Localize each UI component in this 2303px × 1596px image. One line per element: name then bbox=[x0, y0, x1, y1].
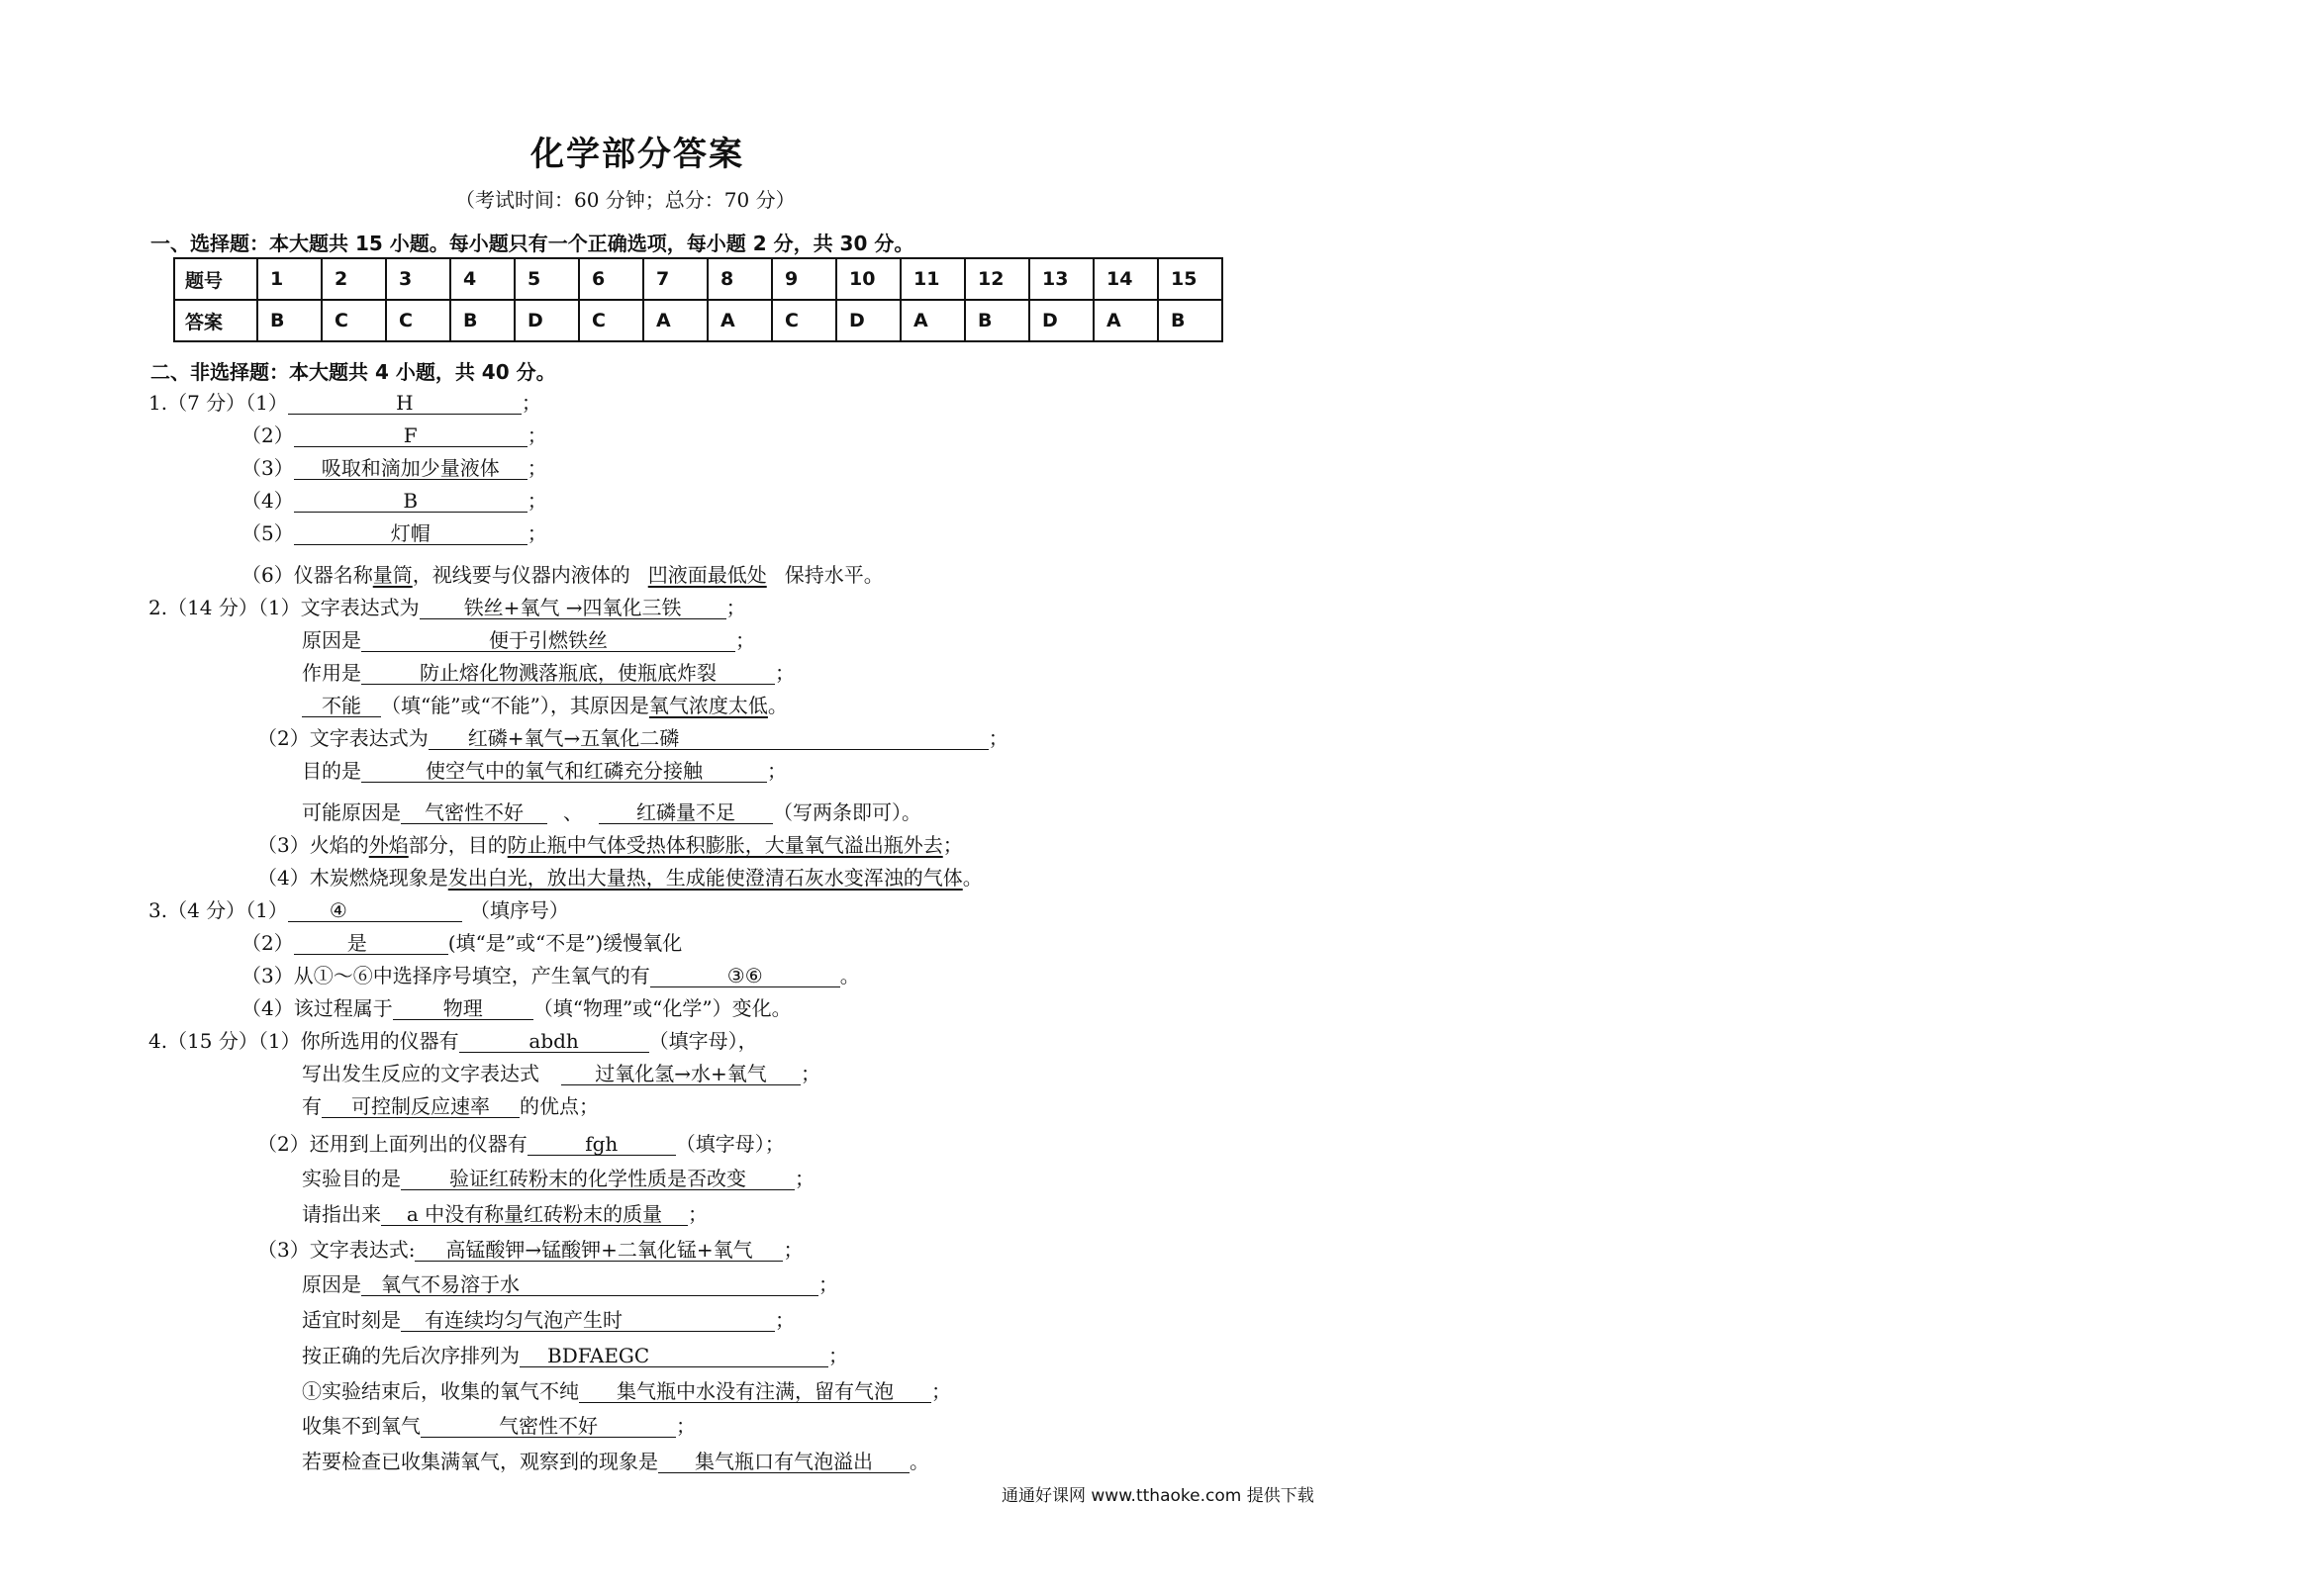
q1-p6-text3: 保持水平。 bbox=[784, 563, 884, 587]
q4-end: 。 bbox=[910, 1450, 929, 1473]
q2-answer-equation1: 铁丝+氧气 →四氧化三铁 bbox=[420, 597, 726, 619]
q2-text: （填“能”或“不能”），其原因是 bbox=[381, 694, 649, 717]
q1-part1 bbox=[148, 390, 541, 416]
q4-answer-impure: 集气瓶中水没有注满，留有气泡 bbox=[579, 1380, 931, 1403]
row-label-answer: 答案 bbox=[174, 300, 257, 341]
q4-line8 bbox=[302, 1271, 838, 1297]
answer-cell: C bbox=[322, 300, 386, 341]
section-heading-choice: 一、选择题：本大题共 15 小题。每小题只有一个正确选项，每小题 2 分，共 30 分。 bbox=[150, 232, 914, 255]
q2-text: 可能原因是 bbox=[302, 800, 401, 824]
question-number: 8 bbox=[708, 258, 772, 300]
q2-text: （1）文字表达式为 bbox=[257, 596, 420, 619]
q4-line12 bbox=[302, 1413, 696, 1439]
download-footer: 通通好课网 www.tthaoke.com 提供下载 bbox=[1002, 1486, 1314, 1506]
q1-p2-end: ； bbox=[527, 423, 547, 447]
q3-text: (填“是”或“不是”)缓慢氧化 bbox=[447, 931, 683, 955]
answer-cell: B bbox=[450, 300, 515, 341]
question-number: 14 bbox=[1094, 258, 1158, 300]
q4-text: 实验目的是 bbox=[302, 1167, 401, 1190]
q4-answer-full: 集气瓶口有气泡溢出 bbox=[658, 1451, 910, 1473]
q4-text: ①实验结束后，收集的氧气不纯 bbox=[302, 1379, 579, 1403]
q4-end: ； bbox=[795, 1167, 815, 1190]
q2-line4 bbox=[302, 693, 788, 718]
q2-text: （写两条即可）。 bbox=[773, 800, 921, 824]
q1-p3-num: （3） bbox=[241, 456, 294, 480]
exam-info: （考试时间：60 分钟；总分：70 分） bbox=[455, 188, 796, 212]
q4-answer-error: a 中没有称量红砖粉末的质量 bbox=[381, 1203, 688, 1226]
q1-part3 bbox=[241, 455, 547, 481]
q4-end: ； bbox=[818, 1272, 838, 1296]
q1-p6-answer-instrument: 量筒 bbox=[372, 563, 413, 587]
q1-p4-num: （4） bbox=[241, 489, 294, 513]
q2-answer-cannot: 不能 bbox=[302, 695, 381, 717]
q2-text: 原因是 bbox=[302, 628, 361, 652]
q2-text: （2）文字表达式为 bbox=[257, 726, 429, 750]
q1-p2-answer: F bbox=[294, 424, 528, 447]
q2-end: ； bbox=[775, 661, 795, 685]
q2-end: ； bbox=[725, 596, 746, 619]
q3-line2 bbox=[241, 930, 682, 956]
q3-answer-3: ③⑥ bbox=[650, 965, 840, 987]
q4-text: 若要检查已收集满氧气，观察到的现象是 bbox=[302, 1450, 658, 1473]
question-number: 13 bbox=[1029, 258, 1094, 300]
q4-answer-no-oxygen: 气密性不好 bbox=[421, 1415, 676, 1438]
question-number: 11 bbox=[901, 258, 965, 300]
number-row bbox=[174, 258, 1222, 300]
answer-cell: A bbox=[708, 300, 772, 341]
question-number: 1 bbox=[257, 258, 322, 300]
q1-p2-num: （2） bbox=[241, 423, 294, 447]
q2-end: ； bbox=[767, 759, 787, 783]
q1-part2 bbox=[241, 422, 547, 448]
q2-answer-airtight: 气密性不好 bbox=[401, 801, 547, 824]
question-number: 4 bbox=[450, 258, 515, 300]
q1-p6-answer-level: 凹液面最低处 bbox=[647, 563, 767, 587]
q3-answer-2: 是 bbox=[294, 932, 448, 955]
q2-line3 bbox=[302, 660, 795, 686]
q1-p1-num: （1） bbox=[245, 391, 288, 415]
q3-end: 。 bbox=[839, 964, 860, 987]
q4-text: 按正确的先后次序排列为 bbox=[302, 1344, 520, 1367]
q3-line4 bbox=[241, 995, 792, 1021]
q1-p3-end: ； bbox=[527, 456, 547, 480]
answer-cell: B bbox=[965, 300, 1029, 341]
q4-text: （2）还用到上面列出的仪器有 bbox=[257, 1132, 528, 1156]
q4-text: 原因是 bbox=[302, 1272, 361, 1296]
q2-text: （4）木炭燃烧现象是 bbox=[257, 866, 448, 890]
q4-text: （3）文字表达式: bbox=[257, 1238, 416, 1262]
q2-answer-charcoal: 发出白光，放出大量热，生成能使澄清石灰水变浑浊的气体 bbox=[447, 866, 963, 890]
answer-cell: D bbox=[1029, 300, 1094, 341]
q4-end: ； bbox=[931, 1379, 951, 1403]
q4-line3 bbox=[302, 1093, 599, 1119]
question-number: 3 bbox=[386, 258, 450, 300]
q1-part5 bbox=[241, 520, 547, 546]
q2-line8 bbox=[257, 832, 963, 858]
q4-text: 请指出来 bbox=[302, 1202, 381, 1226]
q2-end: 。 bbox=[767, 694, 788, 717]
section-heading-nonchoice: 二、非选择题：本大题共 4 小题，共 40 分。 bbox=[150, 360, 556, 384]
q4-answer-timing: 有连续均匀气泡产生时 bbox=[401, 1309, 775, 1332]
q4-line6 bbox=[302, 1201, 708, 1227]
q4-line5 bbox=[302, 1166, 815, 1191]
answer-cell: C bbox=[579, 300, 643, 341]
q2-end: ； bbox=[942, 833, 963, 857]
q2-line9 bbox=[257, 865, 983, 891]
q1-p6-text: （6）仪器名称 bbox=[241, 563, 373, 587]
question-number: 9 bbox=[772, 258, 836, 300]
q1-label: 1.（7 分） bbox=[148, 391, 246, 415]
q4-line4 bbox=[257, 1131, 785, 1157]
question-number: 2 bbox=[322, 258, 386, 300]
q3-label: 3.（4 分） bbox=[148, 898, 246, 922]
q2-line5 bbox=[257, 725, 1008, 751]
q4-answer-equation1: 过氧化氢→水+氧气 bbox=[561, 1063, 801, 1085]
q4-end: ； bbox=[783, 1238, 804, 1262]
row-label-number: 题号 bbox=[174, 258, 257, 300]
question-number: 15 bbox=[1158, 258, 1222, 300]
q4-line13 bbox=[302, 1449, 929, 1474]
q2-text: 部分，目的 bbox=[408, 833, 508, 857]
q3-line1 bbox=[148, 897, 569, 923]
q4-end: ； bbox=[688, 1202, 708, 1226]
q2-answer-equation2: 红磷+氧气→五氧化二磷 bbox=[429, 727, 989, 750]
answer-cell: B bbox=[1158, 300, 1222, 341]
q4-text: 的优点； bbox=[520, 1094, 599, 1118]
q3-answer-4: 物理 bbox=[393, 997, 533, 1020]
q2-label: 2.（14 分） bbox=[148, 596, 258, 619]
q2-answer-phosphorus: 红磷量不足 bbox=[599, 801, 773, 824]
answer-row bbox=[174, 300, 1222, 341]
question-number: 7 bbox=[643, 258, 708, 300]
q2-text: 目的是 bbox=[302, 759, 361, 783]
q4-answer-reason: 氧气不易溶于水 bbox=[361, 1273, 818, 1296]
answer-cell: A bbox=[643, 300, 708, 341]
q4-end: ； bbox=[775, 1308, 795, 1332]
q4-text: （填字母）； bbox=[675, 1132, 785, 1156]
q1-p3-answer: 吸取和滴加少量液体 bbox=[294, 457, 528, 480]
q3-text: （填“物理”或“化学”）变化。 bbox=[532, 996, 792, 1020]
q4-text: 有 bbox=[302, 1094, 322, 1118]
q2-answer-reason: 便于引燃铁丝 bbox=[361, 629, 735, 652]
q3-answer-1: ④ bbox=[288, 899, 462, 922]
q1-p5-num: （5） bbox=[241, 521, 294, 545]
q4-line2 bbox=[302, 1061, 820, 1086]
q2-text-sep: 、 bbox=[563, 800, 583, 824]
q1-part4 bbox=[241, 488, 547, 514]
q4-answer-purpose: 验证红砖粉末的化学性质是否改变 bbox=[401, 1168, 795, 1190]
q2-end: ； bbox=[735, 628, 755, 652]
q1-p4-answer: B bbox=[294, 490, 528, 513]
answer-cell: D bbox=[515, 300, 579, 341]
q3-text: （3）从①～⑥中选择序号填空，产生氧气的有 bbox=[241, 964, 650, 987]
q2-answer-prevent: 防止瓶中气体受热体积膨胀，大量氧气溢出瓶外去 bbox=[507, 833, 943, 857]
answer-cell: A bbox=[901, 300, 965, 341]
q4-line1 bbox=[148, 1028, 758, 1054]
q4-text: 适宜时刻是 bbox=[302, 1308, 401, 1332]
q2-answer-purpose: 使空气中的氧气和红磷充分接触 bbox=[361, 760, 767, 783]
answer-cell: C bbox=[386, 300, 450, 341]
q4-answer-order: BDFAEGC bbox=[520, 1345, 828, 1367]
answer-cell: A bbox=[1094, 300, 1158, 341]
q4-answer-fgh: fgh bbox=[528, 1133, 676, 1156]
q2-end: ； bbox=[988, 726, 1008, 750]
q2-line1 bbox=[148, 595, 746, 620]
q1-part6 bbox=[241, 562, 884, 588]
q4-line7 bbox=[257, 1237, 803, 1263]
q2-answer-outer-flame: 外焰 bbox=[368, 833, 409, 857]
q4-answer-instruments: abdh bbox=[459, 1030, 649, 1053]
q1-p1-end: ； bbox=[521, 391, 541, 415]
q4-end: ； bbox=[676, 1414, 696, 1438]
q2-text: 作用是 bbox=[302, 661, 361, 685]
q4-text: （填字母）， bbox=[648, 1029, 758, 1053]
q4-line11 bbox=[302, 1378, 951, 1404]
q2-line6 bbox=[302, 758, 787, 784]
answer-cell: C bbox=[772, 300, 836, 341]
q4-answer-equation2: 高锰酸钾→锰酸钾+二氧化锰+氧气 bbox=[415, 1239, 783, 1262]
q4-end: ； bbox=[828, 1344, 848, 1367]
q2-end: 。 bbox=[962, 866, 983, 890]
q1-p5-answer: 灯帽 bbox=[294, 522, 528, 545]
q2-line7 bbox=[302, 799, 921, 825]
q1-p4-end: ； bbox=[527, 489, 547, 513]
q3-text: （4）该过程属于 bbox=[241, 996, 393, 1020]
q4-text: （1）你所选用的仪器有 bbox=[257, 1029, 459, 1053]
question-number: 12 bbox=[965, 258, 1029, 300]
answer-cell: B bbox=[257, 300, 322, 341]
q1-p6-text2: ，视线要与仪器内液体的 bbox=[412, 563, 630, 587]
page-title: 化学部分答案 bbox=[530, 135, 744, 174]
question-number: 6 bbox=[579, 258, 643, 300]
q3-text: （2） bbox=[241, 931, 294, 955]
q4-line10 bbox=[302, 1343, 848, 1368]
q4-text: 收集不到氧气 bbox=[302, 1414, 421, 1438]
q4-label: 4.（15 分） bbox=[148, 1029, 258, 1053]
q2-answer-oxygen-low: 氧气浓度太低 bbox=[648, 694, 768, 717]
q2-text: （3）火焰的 bbox=[257, 833, 369, 857]
answer-cell: D bbox=[836, 300, 901, 341]
q3-text: （填序号） bbox=[469, 898, 569, 922]
q2-answer-function: 防止熔化物溅落瓶底，使瓶底炸裂 bbox=[361, 662, 775, 685]
q2-line2 bbox=[302, 627, 755, 653]
question-number: 10 bbox=[836, 258, 901, 300]
q4-text: 写出发生反应的文字表达式 bbox=[302, 1062, 539, 1085]
q4-answer-advantage: 可控制反应速率 bbox=[322, 1095, 520, 1118]
question-number: 5 bbox=[515, 258, 579, 300]
q3-line3 bbox=[241, 963, 860, 988]
q1-p5-end: ； bbox=[527, 521, 547, 545]
q3-text: （1） bbox=[245, 898, 288, 922]
q4-end: ； bbox=[801, 1062, 820, 1085]
q4-line9 bbox=[302, 1307, 795, 1333]
q1-p1-answer: H bbox=[288, 392, 522, 415]
answer-table bbox=[173, 257, 1223, 342]
